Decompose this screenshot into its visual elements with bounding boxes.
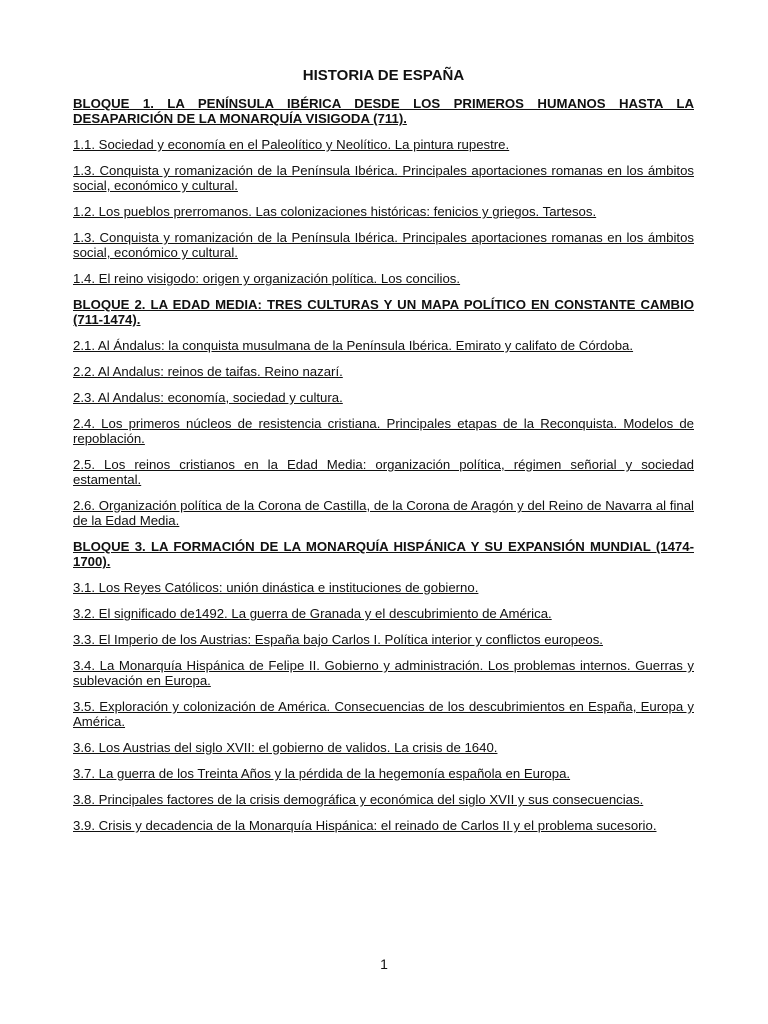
block-3-item-3: 3.3. El Imperio de los Austrias: España bajo Carlos I. Política interior y conflictos europeos.	[73, 632, 603, 647]
block-3-item-6: 3.6. Los Austrias del siglo XVII: el gobierno de validos. La crisis de 1640.	[73, 740, 498, 755]
document-title: HISTORIA DE ESPAÑA	[302, 67, 465, 84]
block-2-item-1: 2.1. Al Ándalus: la conquista musulmana de la Península Ibérica. Emirato y califato de Córdoba.	[73, 338, 634, 353]
block-2-item-4: 2.4. Los primeros núcleos de resistencia cristiana. Principales etapas de la Reconquista. Modelos de repoblación.	[73, 416, 694, 446]
block-2-item-6: 2.6. Organización política de la Corona de Castilla, de la Corona de Aragón y del Reino de Navarra al final de la Edad Media.	[73, 498, 694, 528]
block-3-item-4: 3.4. La Monarquía Hispánica de Felipe II. Gobierno y administración. Los problemas internos. Guerras y sublevación en Europa.	[73, 658, 694, 688]
block-3-item-1: 3.1. Los Reyes Católicos: unión dinástica e instituciones de gobierno.	[73, 580, 479, 595]
block-2-item-2: 2.2. Al Andalus: reinos de taifas. Reino nazarí.	[73, 364, 343, 379]
block-1-item-3: 1.2. Los pueblos prerromanos. Las colonizaciones históricas: fenicios y griegos. Tartesos.	[73, 204, 597, 219]
block-3-item-8: 3.8. Principales factores de la crisis demográfica y económica del siglo XVII y sus consecuencias.	[73, 792, 644, 807]
block-1-item-2: 1.3. Conquista y romanización de la Península Ibérica. Principales aportaciones romanas en los ámbitos social, económico y cultural.	[73, 163, 694, 193]
block-3-heading: BLOQUE 3. LA FORMACIÓN DE LA MONARQUÍA HISPÁNICA Y SU EXPANSIÓN MUNDIAL (1474-1700).	[73, 539, 694, 569]
block-1-heading: BLOQUE 1. LA PENÍNSULA IBÉRICA DESDE LOS PRIMEROS HUMANOS HASTA LA DESAPARICIÓN DE LA MONARQUÍA VISIGODA (711).	[73, 96, 694, 126]
block-1-item-1: 1.1. Sociedad y economía en el Paleolítico y Neolítico. La pintura rupestre.	[73, 137, 510, 152]
page-number: 1	[380, 956, 388, 972]
block-3-item-7: 3.7. La guerra de los Treinta Años y la pérdida de la hegemonía española en Europa.	[73, 766, 571, 781]
block-3-item-2: 3.2. El significado de1492. La guerra de Granada y el descubrimiento de América.	[73, 606, 552, 621]
block-3-item-5: 3.5. Exploración y colonización de América. Consecuencias de los descubrimientos en España, Europa y América.	[73, 699, 694, 729]
block-1-item-4: 1.3. Conquista y romanización de la Península Ibérica. Principales aportaciones romanas en los ámbitos social, económico y cultural.	[73, 230, 694, 260]
block-1-item-5: 1.4. El reino visigodo: origen y organización política. Los concilios.	[73, 271, 461, 286]
block-3-item-9: 3.9. Crisis y decadencia de la Monarquía Hispánica: el reinado de Carlos II y el problema sucesorio.	[73, 818, 657, 833]
document-page	[73, 66, 694, 844]
block-2-heading: BLOQUE 2. LA EDAD MEDIA: TRES CULTURAS Y UN MAPA POLÍTICO EN CONSTANTE CAMBIO (711-1474).	[73, 297, 694, 327]
block-2-item-5: 2.5. Los reinos cristianos en la Edad Media: organización política, régimen señorial y sociedad estamental.	[73, 457, 694, 487]
block-2-item-3: 2.3. Al Andalus: economía, sociedad y cultura.	[73, 390, 343, 405]
